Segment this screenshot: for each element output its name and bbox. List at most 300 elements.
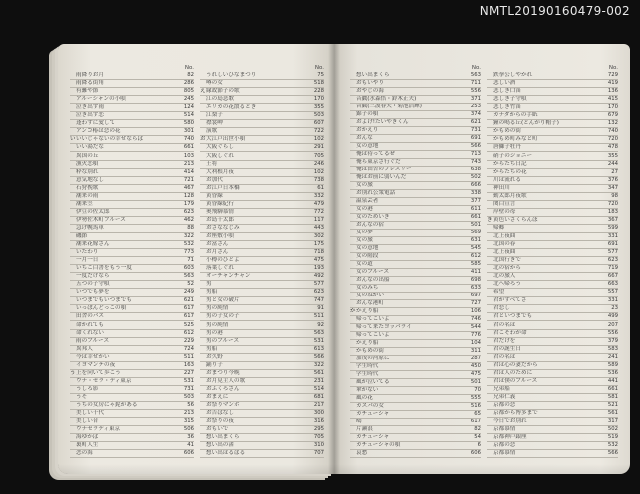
- song-number: 414: [183, 168, 194, 175]
- index-entry: [350, 316, 481, 324]
- index-entry: [200, 450, 324, 458]
- index-entry: [70, 289, 194, 297]
- song-number: 379: [607, 337, 618, 344]
- song-title: 縁故節子の歌: [206, 88, 240, 95]
- song-title: 君は僕のブルース: [493, 377, 538, 384]
- song-number: 772: [313, 208, 324, 215]
- song-title: うしろ影: [76, 385, 99, 392]
- song-title: 黄昏線紀行: [206, 200, 234, 207]
- song-number: 170: [607, 104, 618, 111]
- song-title: 傘がない: [356, 387, 379, 393]
- song-title: 田舎のバス: [76, 313, 104, 320]
- catalog-id-label: NMTL20190160479-002: [479, 4, 630, 18]
- song-number: 511: [183, 353, 194, 360]
- song-title: 磯節: [76, 232, 88, 239]
- song-title: 命かれても: [76, 321, 104, 328]
- song-title: 想い出の渚: [206, 442, 234, 449]
- song-title: 希望: [493, 289, 505, 296]
- index-entry: [350, 285, 481, 293]
- index-entry: [70, 394, 194, 402]
- song-title: 帰郷: [493, 224, 505, 231]
- song-title: 鐘の鳴る丘(とんがり帽子): [493, 120, 559, 127]
- index-entry: [70, 338, 194, 346]
- song-title: 女のみち: [356, 284, 379, 291]
- song-title: 硝子のジョニー: [493, 152, 533, 159]
- index-entry: [70, 450, 194, 458]
- index-entry: [70, 281, 194, 289]
- song-number: 310: [313, 442, 324, 449]
- index-entry: [487, 370, 618, 378]
- song-title: かえり船: [356, 308, 379, 315]
- song-number: 227: [183, 369, 194, 376]
- song-number: 179: [183, 200, 194, 207]
- song-number: 563: [313, 329, 324, 336]
- song-number: 722: [313, 128, 324, 135]
- index-entry: [70, 104, 194, 112]
- index-entry: [200, 112, 324, 120]
- song-number: 719: [607, 265, 618, 272]
- index-entry: [200, 88, 324, 96]
- index-entry: [200, 410, 324, 418]
- song-number: 607: [313, 120, 324, 127]
- song-number: 91: [317, 305, 324, 312]
- song-title: 勤太郎月夜歌: [493, 192, 527, 199]
- index-entry: [70, 273, 194, 281]
- song-number: 519: [607, 434, 618, 441]
- song-number: 347: [607, 184, 618, 191]
- song-title: 君恋し: [493, 305, 510, 312]
- index-entry: [487, 378, 618, 386]
- song-number: 71: [187, 257, 194, 264]
- song-title: 岸壁の母: [493, 208, 516, 215]
- song-number: 300: [313, 410, 324, 417]
- song-number: 106: [470, 308, 481, 315]
- song-title: からたち日記: [493, 160, 527, 167]
- song-title: 北上夜曲: [493, 249, 516, 256]
- index-entry: [487, 136, 618, 144]
- song-number: 163: [183, 361, 194, 368]
- song-number: 41: [187, 442, 194, 449]
- right-page-columns: [350, 64, 618, 458]
- index-entry: [350, 261, 481, 269]
- song-number: 577: [313, 281, 324, 288]
- index-entry: [70, 72, 194, 80]
- index-entry: [487, 112, 618, 120]
- song-number: 501: [470, 221, 481, 228]
- index-entry: [487, 241, 618, 249]
- column-number-header: No.: [314, 65, 324, 71]
- index-entry: [200, 161, 324, 169]
- song-number: 411: [470, 268, 481, 275]
- song-number: 746: [470, 316, 481, 322]
- song-title: 関白宣言: [493, 200, 516, 207]
- song-title: 君の名は: [493, 321, 516, 328]
- song-number: 475: [470, 371, 481, 378]
- song-title: 想い出はるばる: [206, 450, 246, 457]
- song-title: 君の誕生日: [493, 345, 521, 352]
- song-number: 170: [313, 96, 324, 103]
- index-entry: [487, 289, 618, 297]
- index-entry: [70, 297, 194, 305]
- song-title: 異邦人: [76, 345, 93, 352]
- song-title: カチューシャの唄: [356, 442, 401, 448]
- song-title: 京都慕情: [493, 426, 516, 433]
- index-entry: [200, 378, 324, 386]
- index-entry: [350, 245, 481, 253]
- song-number: 136: [607, 88, 618, 95]
- song-number: 679: [607, 112, 618, 119]
- song-title: お祭りマンボ: [206, 401, 240, 408]
- song-title: 急げ幌馬車: [76, 224, 104, 231]
- song-number: 102: [313, 168, 324, 175]
- song-title: お江戸日本橋: [206, 184, 240, 191]
- section-mark: え: [200, 88, 206, 95]
- song-title: 雨のブルース: [76, 337, 110, 344]
- song-title: おもいやり: [356, 79, 384, 86]
- song-title: おんな: [356, 135, 373, 141]
- index-entry: [70, 201, 194, 209]
- song-title: 男と女の破片: [206, 297, 240, 304]
- song-number: 241: [607, 353, 618, 360]
- song-number: 331: [607, 232, 618, 239]
- song-title: 女のためいき: [356, 213, 390, 220]
- index-entry: [200, 370, 324, 378]
- song-title: 北の宿から: [493, 265, 521, 272]
- song-number: 583: [607, 345, 618, 352]
- index-entry: [70, 241, 194, 249]
- song-title: 風の花: [356, 394, 373, 401]
- right-page: [334, 44, 630, 474]
- song-title: 黄昏線: [206, 192, 223, 199]
- song-title: 鉄拳公しやかれ: [493, 72, 533, 79]
- song-title: 美しい十代: [76, 410, 104, 417]
- index-entry: [350, 277, 481, 285]
- song-title: 男の純情: [206, 305, 229, 312]
- index-entry: [200, 434, 324, 442]
- song-number: 479: [313, 200, 324, 207]
- song-title: 一度だけなら: [76, 273, 110, 280]
- song-number: 355: [313, 104, 324, 111]
- song-number: 478: [607, 144, 618, 151]
- song-title: 女の旅: [356, 237, 373, 244]
- index-entry: [350, 159, 481, 167]
- song-title: 異国の丘: [76, 152, 99, 159]
- index-entry: [200, 442, 324, 450]
- song-title: 学生時代: [356, 363, 379, 370]
- index-entry: [70, 321, 194, 329]
- song-title: 俺は田舎のプレスリー: [356, 166, 412, 173]
- song-number: 776: [470, 331, 481, 338]
- song-title: 鴎: [356, 418, 362, 425]
- song-title: 伊勢佐木町ブルース: [76, 216, 126, 223]
- index-entry: [487, 426, 618, 434]
- song-number: 577: [607, 249, 618, 256]
- song-title: 君だけを: [493, 337, 516, 344]
- song-number: 514: [313, 385, 324, 392]
- song-number: 612: [470, 253, 481, 259]
- index-entry: [200, 104, 324, 112]
- song-title: おんな港町: [356, 300, 384, 307]
- song-title: 京都の恋: [493, 442, 516, 449]
- index-entry: [200, 289, 324, 297]
- song-number: 246: [313, 160, 324, 167]
- index-entry: [487, 362, 618, 370]
- song-number: 23: [611, 305, 618, 312]
- song-number: 740: [183, 136, 194, 143]
- song-title: 王将: [206, 160, 218, 167]
- index-entry: [350, 237, 481, 245]
- song-number: 245: [183, 96, 194, 103]
- song-title: おんなの宿: [356, 221, 384, 228]
- song-number: 667: [607, 273, 618, 280]
- song-title: 奥飛騨慕情: [206, 208, 234, 215]
- index-entry: [487, 281, 618, 289]
- song-number: 291: [313, 144, 324, 151]
- song-number: 367: [607, 216, 618, 223]
- index-entry: [200, 136, 324, 144]
- song-number: 545: [470, 245, 481, 252]
- song-number: 621: [470, 119, 481, 126]
- song-number: 805: [183, 88, 194, 95]
- song-title: 女のブルース: [356, 268, 390, 275]
- index-entry: [70, 80, 194, 88]
- song-title: およげ!たいやきくん: [356, 119, 409, 126]
- index-entry: [200, 80, 324, 88]
- song-title: 悲しい酒: [493, 80, 516, 87]
- song-number: 617: [183, 313, 194, 320]
- index-entry: [70, 177, 194, 185]
- index-entry: [350, 426, 481, 434]
- song-number: 103: [183, 152, 194, 159]
- song-number: 566: [607, 450, 618, 457]
- song-number: 322: [183, 232, 194, 239]
- index-entry: [487, 120, 618, 128]
- index-entry: [350, 308, 481, 316]
- song-number: 56: [187, 401, 194, 408]
- index-entry: [70, 378, 194, 386]
- song-title: 意気地なし: [76, 176, 104, 183]
- song-title: うれしいひなまつり: [206, 72, 257, 79]
- song-title: 男: [206, 281, 212, 288]
- song-title: 唐獅子牡丹: [493, 144, 521, 151]
- index-entry: [350, 340, 481, 348]
- index-entry: [200, 225, 324, 233]
- index-entry: [487, 88, 618, 96]
- song-title: 北へ帰ろう: [493, 281, 521, 288]
- song-title: 潮来の雨: [76, 192, 99, 199]
- index-entry: [487, 249, 618, 257]
- index-entry: [350, 269, 481, 277]
- song-title: 俺はお前に弱いんだ: [356, 174, 407, 181]
- song-number: 711: [470, 79, 481, 86]
- index-entry: [200, 426, 324, 434]
- song-number: 6: [477, 442, 481, 448]
- index-entry: [70, 161, 194, 169]
- index-entry: [350, 111, 481, 119]
- song-title: 加茂の河原に: [356, 355, 390, 362]
- song-number: 377: [470, 198, 481, 204]
- index-entry: [200, 128, 324, 136]
- index-entry: [487, 152, 618, 160]
- song-title: 兄弟船: [493, 385, 510, 392]
- index-column: [200, 64, 324, 458]
- song-title: 京都から博多まで: [493, 410, 538, 417]
- song-title: 男の子女の子: [206, 313, 240, 320]
- song-number: 580: [183, 120, 194, 127]
- song-title: 想い出まくら: [356, 72, 390, 78]
- song-number: 617: [183, 305, 194, 312]
- song-number: 193: [313, 265, 324, 272]
- song-number: 518: [313, 80, 324, 87]
- song-number: 450: [470, 363, 481, 370]
- song-title: 君は心の妻だから: [493, 361, 538, 368]
- song-number: 128: [183, 192, 194, 199]
- index-entry: [487, 72, 618, 80]
- song-number: 566: [313, 353, 324, 360]
- section-mark: お: [200, 136, 206, 143]
- open-book: [38, 34, 632, 480]
- index-entry: [487, 233, 618, 241]
- index-entry: [70, 313, 194, 321]
- song-title: 大阪しぐれ: [206, 152, 234, 159]
- song-number: 82: [187, 72, 194, 79]
- song-title: 風が泣いてる: [356, 379, 390, 385]
- song-number: 117: [313, 216, 324, 223]
- index-entry: [487, 305, 618, 313]
- song-number: 501: [470, 379, 481, 385]
- song-number: 613: [313, 345, 324, 352]
- song-number: 563: [183, 273, 194, 280]
- song-number: 661: [470, 213, 481, 220]
- song-number: 88: [187, 224, 194, 231]
- index-entry: [487, 434, 618, 442]
- song-title: 一月一日: [76, 257, 99, 264]
- song-number: 697: [470, 292, 481, 299]
- index-entry: [200, 418, 324, 426]
- column-number-header: No.: [184, 65, 194, 71]
- song-number: 727: [470, 300, 481, 307]
- song-number: 718: [313, 249, 324, 256]
- song-number: 532: [607, 442, 618, 449]
- section-mark: う: [70, 369, 76, 376]
- index-entry: [70, 88, 194, 96]
- song-number: 231: [313, 377, 324, 384]
- song-number: 544: [470, 324, 481, 330]
- song-title: 京都の恋: [493, 401, 516, 408]
- index-entry: [200, 305, 324, 313]
- song-number: 229: [183, 337, 194, 344]
- index-entry: [487, 257, 618, 265]
- song-number: 244: [607, 160, 618, 167]
- index-entry: [70, 233, 194, 241]
- index-entry: [487, 410, 618, 418]
- column-number-header: No.: [608, 65, 618, 71]
- song-title: うちの女房にゃ髭がある: [76, 401, 138, 408]
- song-title: いいじゃないの幸せならば: [76, 136, 144, 143]
- index-entry: [350, 135, 481, 143]
- song-title: 海ゆかば: [76, 434, 99, 441]
- song-number: 301: [183, 128, 194, 135]
- song-title: 京都神戸銀座: [493, 434, 527, 441]
- song-number: 213: [183, 160, 194, 167]
- song-title: 粋な別れ: [76, 168, 99, 175]
- song-number: 376: [607, 176, 618, 183]
- song-title: カチューシャ: [356, 434, 390, 441]
- song-title: 音戯(三波春夫・菊池浩輝): [356, 103, 422, 110]
- page-shadow: [58, 464, 334, 474]
- index-entry: [70, 136, 194, 144]
- song-number: 731: [470, 127, 481, 133]
- index-entry: [70, 169, 194, 177]
- song-title: 襟裳岬: [206, 120, 223, 127]
- song-title: おさななじみ: [206, 224, 240, 231]
- index-entry: [200, 201, 324, 209]
- index-entry: [350, 80, 481, 88]
- song-number: 322: [313, 361, 324, 368]
- song-title: 悲しき子守唄: [493, 96, 527, 103]
- song-number: 536: [607, 369, 618, 376]
- index-entry: [487, 265, 618, 273]
- song-title: お座敷小唄: [206, 232, 234, 239]
- song-number: 525: [183, 321, 194, 328]
- song-number: 521: [607, 401, 618, 408]
- song-title: おもいで: [206, 426, 229, 433]
- song-title: かもめ町みなと町: [493, 136, 538, 143]
- index-entry: [487, 217, 618, 225]
- index-entry: [487, 402, 618, 410]
- song-number: 698: [470, 276, 481, 283]
- song-number: 631: [470, 237, 481, 244]
- song-number: 516: [470, 402, 481, 409]
- index-entry: [487, 201, 618, 209]
- song-title: アンコ椿は恋の花: [76, 128, 121, 135]
- index-entry: [70, 362, 194, 370]
- song-title: 想い出まくら: [206, 434, 240, 441]
- song-title: 俺ら東京さ行ぐだ: [356, 158, 401, 165]
- index-entry: [350, 387, 481, 395]
- song-number: 569: [470, 229, 481, 236]
- index-entry: [200, 96, 324, 104]
- song-title: 上を向いて歩こう: [76, 369, 121, 376]
- index-column: [487, 64, 618, 458]
- song-number: 132: [607, 120, 618, 127]
- song-number: 102: [313, 136, 324, 143]
- index-entry: [487, 346, 618, 354]
- song-number: 606: [470, 450, 481, 456]
- song-title: 美しい昔: [76, 418, 99, 425]
- song-number: 467: [183, 184, 194, 191]
- index-entry: [350, 395, 481, 403]
- song-number: 75: [317, 72, 324, 79]
- song-number: 70: [474, 387, 481, 393]
- index-entry: [70, 354, 194, 362]
- index-entry: [350, 222, 481, 230]
- song-title: 北上夜曲: [493, 232, 516, 239]
- song-number: 599: [607, 224, 618, 231]
- song-title: 君といつまでも: [493, 313, 533, 320]
- song-number: 563: [470, 72, 481, 78]
- song-title: 五つの子守唄: [76, 281, 110, 288]
- index-entry: [70, 152, 194, 160]
- index-entry: [350, 96, 481, 104]
- index-entry: [350, 363, 481, 371]
- index-entry: [200, 249, 324, 257]
- song-number: 249: [183, 289, 194, 296]
- index-entry: [70, 120, 194, 128]
- song-number: 581: [607, 393, 618, 400]
- song-number: 54: [474, 434, 481, 441]
- index-entry: [350, 119, 481, 127]
